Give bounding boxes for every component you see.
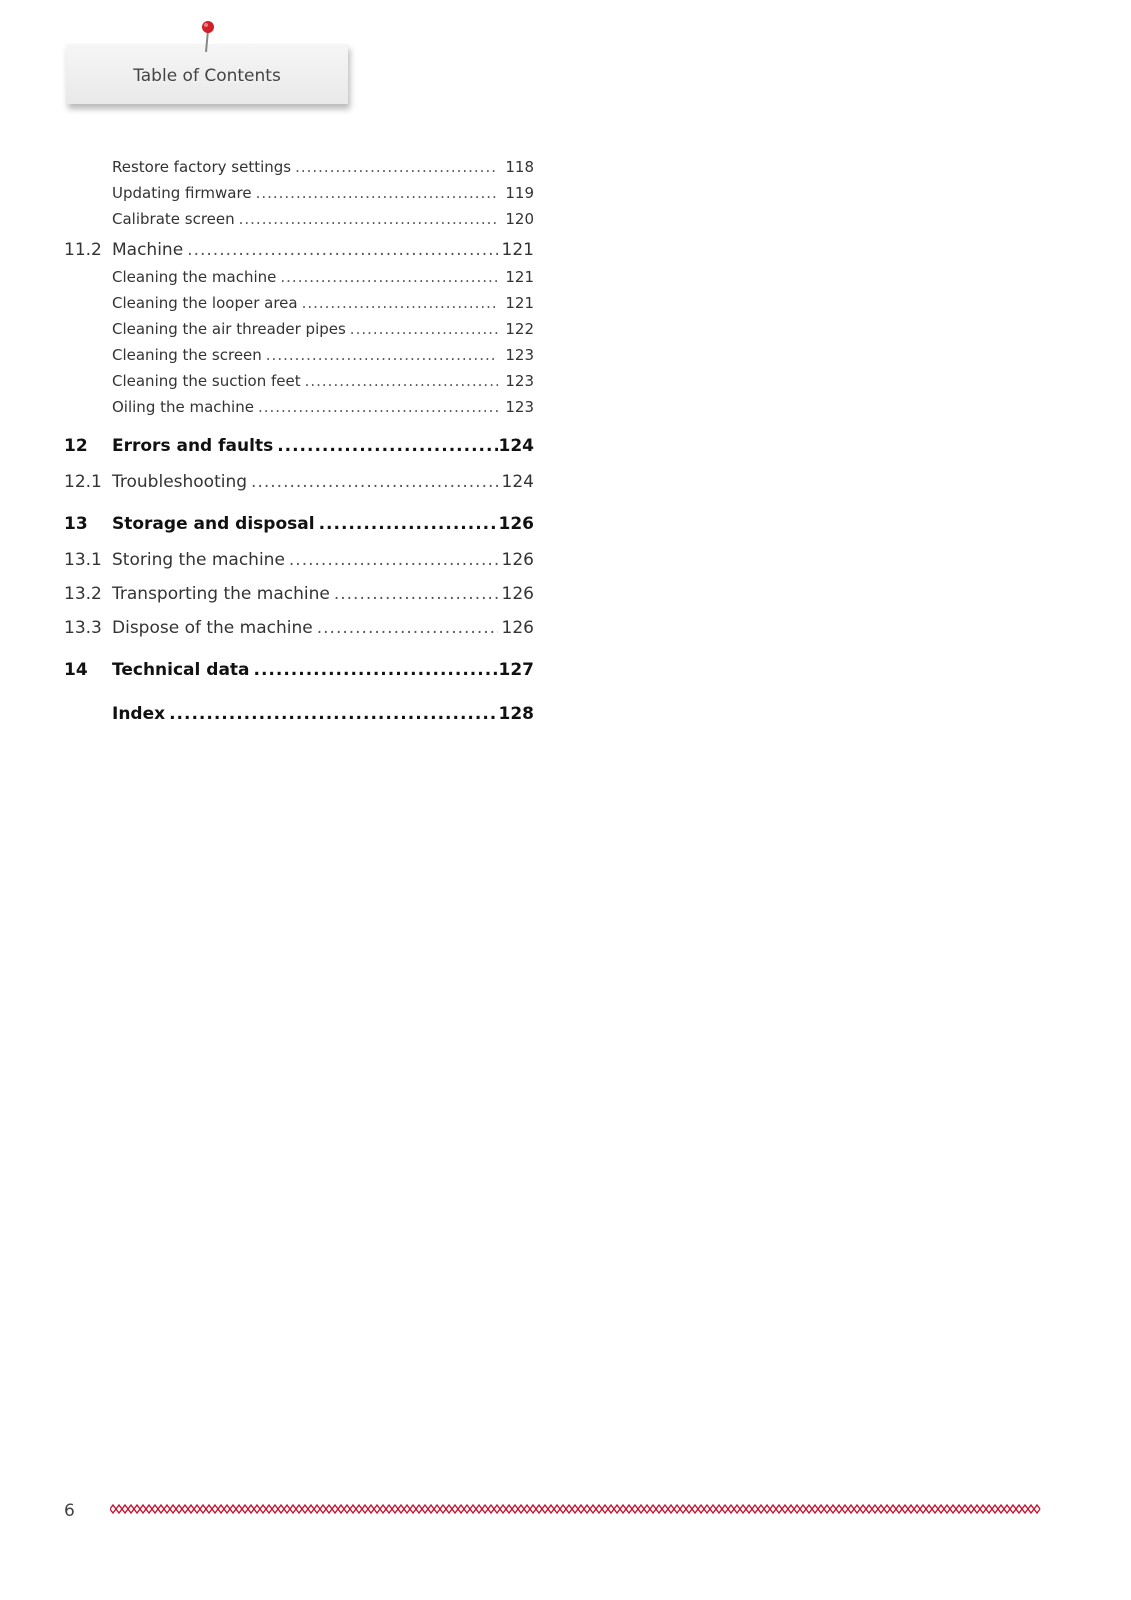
toc-entry-page: 119 — [505, 184, 534, 202]
toc-entry-page: 121 — [501, 240, 534, 260]
toc-entry-title: Updating firmware — [112, 184, 252, 202]
toc-entry-title: Oiling the machine — [112, 398, 254, 416]
toc-entry-page: 124 — [501, 472, 534, 492]
toc-leader-dots — [251, 472, 498, 492]
toc-leader-dots — [289, 550, 498, 570]
stitch-path — [110, 1509, 1040, 1513]
toc-entry-page: 128 — [498, 704, 534, 724]
page-number: 6 — [64, 1501, 75, 1521]
toc-entry-number: 12.1 — [64, 472, 102, 492]
toc-entry[interactable] — [64, 704, 534, 734]
toc-entry-title: Errors and faults — [112, 436, 274, 456]
toc-entry-page: 121 — [505, 268, 534, 286]
section-tab-label: Table of Contents — [133, 66, 281, 86]
toc-entry[interactable] — [64, 346, 534, 372]
toc-entry[interactable] — [64, 514, 534, 544]
toc-entry-page: 118 — [505, 158, 534, 176]
stitch-path — [110, 1505, 1040, 1509]
pushpin-icon — [194, 18, 224, 58]
toc-leader-dots — [266, 346, 498, 364]
toc-entry-page: 124 — [498, 436, 534, 456]
toc-entry-number: 13.1 — [64, 550, 102, 570]
toc-leader-dots — [187, 240, 498, 260]
decorative-stitch-line — [110, 1502, 1044, 1516]
toc-entry-page: 126 — [498, 514, 534, 534]
toc-entry-title: Cleaning the looper area — [112, 294, 298, 312]
toc-entry-title: Machine — [112, 240, 184, 260]
toc-entry[interactable] — [64, 660, 534, 690]
toc-entry-page: 120 — [505, 210, 534, 228]
toc-entry[interactable] — [64, 372, 534, 398]
toc-leader-dots — [280, 268, 498, 286]
toc-entry-page: 123 — [505, 346, 534, 364]
toc-entry-title: Troubleshooting — [112, 472, 248, 492]
toc-entry[interactable] — [64, 472, 534, 500]
toc-entry-title: Storing the machine — [112, 550, 285, 570]
toc-entry-number: 14 — [64, 660, 88, 680]
toc-entry[interactable] — [64, 550, 534, 578]
toc-entry[interactable] — [64, 294, 534, 320]
toc-entry-page: 127 — [498, 660, 534, 680]
toc-entry-title: Transporting the machine — [112, 584, 330, 604]
toc-entry-page: 121 — [505, 294, 534, 312]
toc-entry[interactable] — [64, 268, 534, 294]
toc-entry[interactable] — [64, 618, 534, 646]
toc-entry[interactable] — [64, 398, 534, 424]
toc-entry-page: 126 — [501, 550, 534, 570]
toc-entry[interactable] — [64, 436, 534, 466]
toc-entry-title: Dispose of the machine — [112, 618, 313, 638]
toc-entry[interactable] — [64, 240, 534, 268]
toc-entry-page: 126 — [501, 584, 534, 604]
toc-entry-page: 123 — [505, 372, 534, 390]
toc-entry-page: 126 — [501, 618, 534, 638]
toc-entry-title: Cleaning the air threader pipes — [112, 320, 346, 338]
toc-entry-number: 11.2 — [64, 240, 102, 260]
toc-entry-title: Calibrate screen — [112, 210, 235, 228]
toc-entry-title: Technical data — [112, 660, 250, 680]
toc-leader-dots — [169, 704, 498, 724]
toc-entry-title: Index — [112, 704, 166, 724]
toc-leader-dots — [239, 210, 498, 228]
toc-entry-page: 122 — [505, 320, 534, 338]
toc-entry[interactable] — [64, 584, 534, 612]
toc-entry-page: 123 — [505, 398, 534, 416]
toc-leader-dots — [277, 436, 498, 456]
toc-entry[interactable] — [64, 184, 534, 210]
toc-leader-dots — [319, 514, 498, 534]
toc-entry-title: Cleaning the machine — [112, 268, 277, 286]
toc-leader-dots — [350, 320, 498, 338]
toc-entry-number: 13.3 — [64, 618, 102, 638]
toc-leader-dots — [317, 618, 498, 638]
toc-entry[interactable] — [64, 210, 534, 236]
toc-entry[interactable] — [64, 158, 534, 184]
toc-leader-dots — [258, 398, 498, 416]
toc-entry-title: Restore factory settings — [112, 158, 292, 176]
toc-entry-number: 13 — [64, 514, 88, 534]
toc-entry-title: Cleaning the suction feet — [112, 372, 301, 390]
toc-leader-dots — [256, 184, 498, 202]
toc-leader-dots — [254, 660, 498, 680]
toc-leader-dots — [334, 584, 498, 604]
toc-leader-dots — [295, 158, 498, 176]
toc-entry-number: 13.2 — [64, 584, 102, 604]
toc-leader-dots — [302, 294, 498, 312]
toc-entry-title: Storage and disposal — [112, 514, 315, 534]
toc-entry-number: 12 — [64, 436, 88, 456]
toc-entry[interactable] — [64, 320, 534, 346]
toc-leader-dots — [305, 372, 498, 390]
toc-entry-title: Cleaning the screen — [112, 346, 262, 364]
table-of-contents — [64, 158, 534, 734]
